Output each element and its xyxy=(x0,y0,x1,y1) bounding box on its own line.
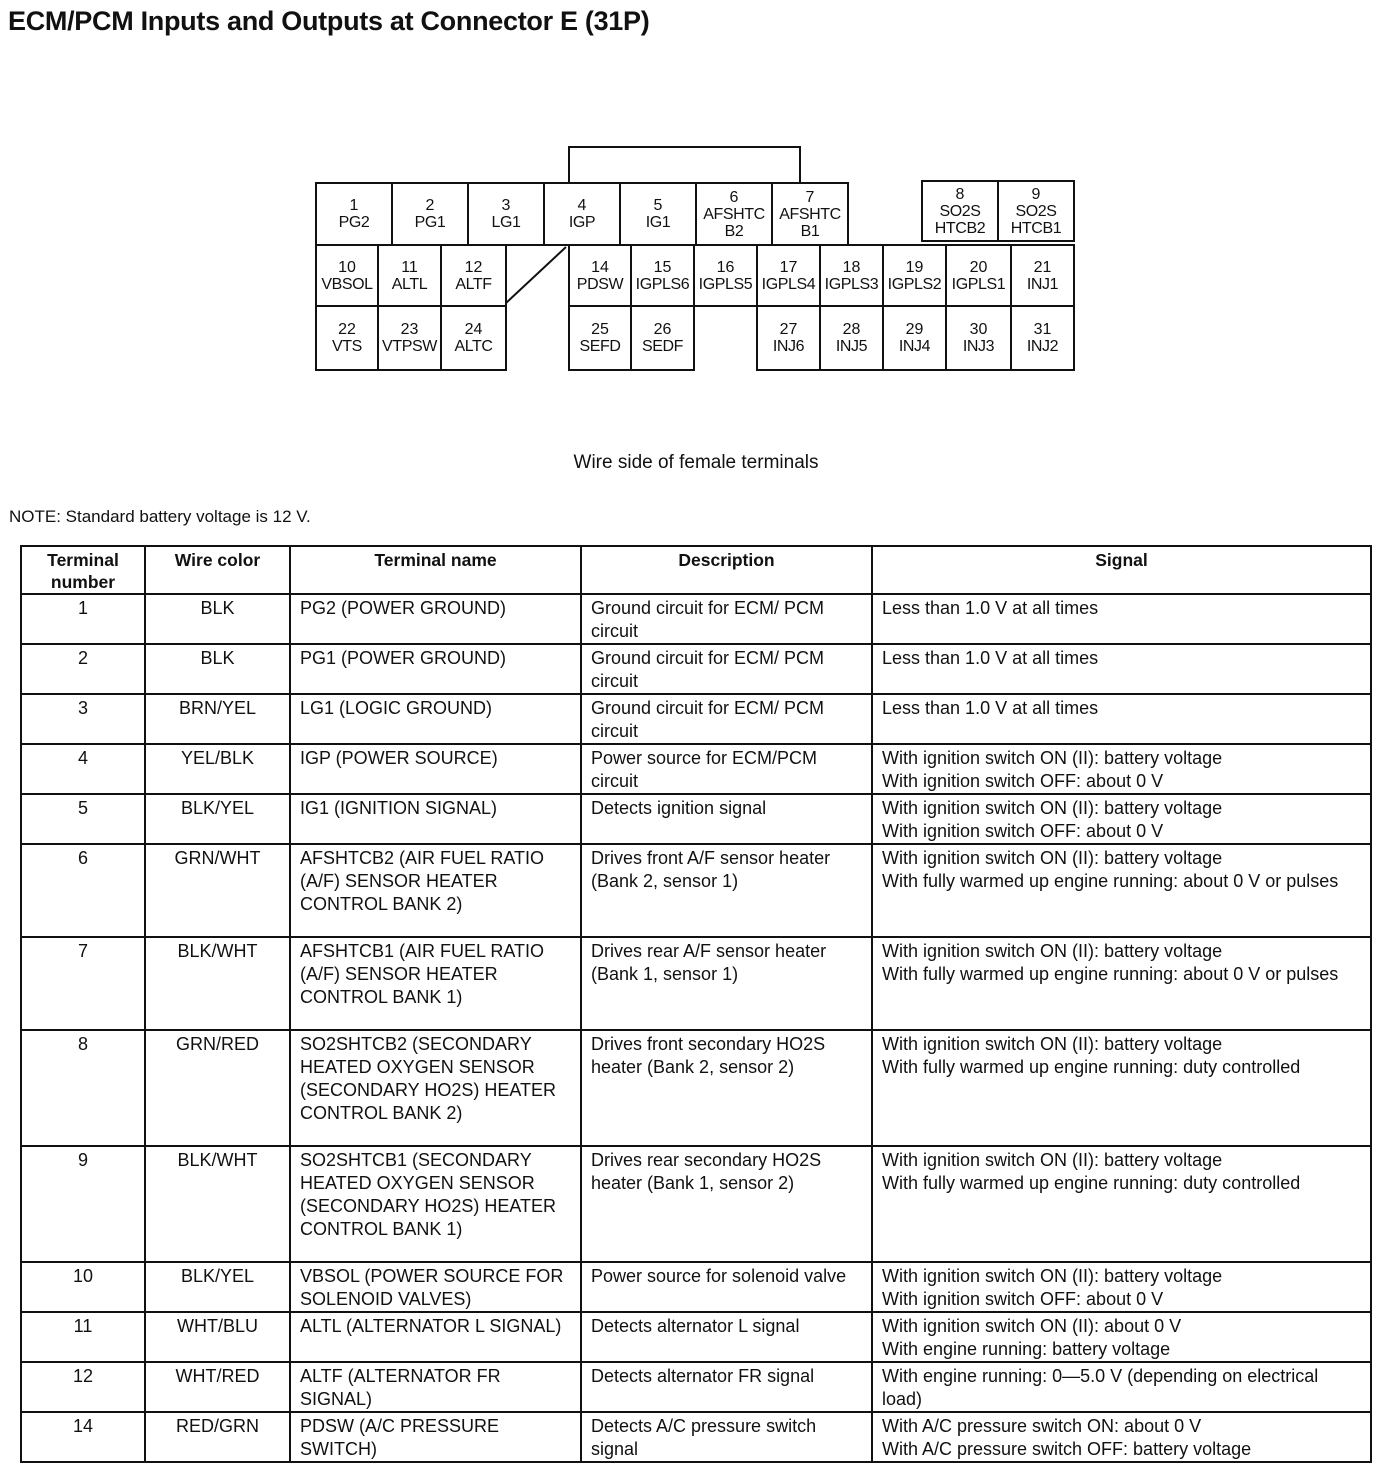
terminal-4: 4 IGP xyxy=(543,182,621,246)
cell-terminal: 2 xyxy=(21,644,145,694)
cell-wire-color: BLK/WHT xyxy=(145,1146,290,1262)
cell-terminal: 11 xyxy=(21,1312,145,1362)
cell-terminal-name: ALTF (ALTERNATOR FR SIGNAL) xyxy=(290,1362,581,1412)
terminal-12: 12 ALTF xyxy=(440,244,507,307)
cell-signal: With ignition switch ON (II): battery voltage With ignition switch OFF: about 0 V xyxy=(872,1262,1371,1312)
cell-terminal: 7 xyxy=(21,937,145,1030)
cell-description: Detects alternator L signal xyxy=(581,1312,872,1362)
header-terminal-number: Terminal number xyxy=(21,546,145,594)
cell-wire-color: GRN/RED xyxy=(145,1030,290,1146)
terminal-29: 29 INJ4 xyxy=(882,305,947,371)
cell-description: Drives front A/F sensor heater (Bank 2, sensor 1) xyxy=(581,844,872,937)
empty-cavity-slash xyxy=(506,247,566,303)
table-row xyxy=(21,744,1371,794)
table-row xyxy=(21,1312,1371,1362)
header-description: Description xyxy=(581,546,872,594)
cell-terminal: 10 xyxy=(21,1262,145,1312)
cell-signal: With A/C pressure switch ON: about 0 V With A/C pressure switch OFF: battery voltage xyxy=(872,1412,1371,1462)
cell-terminal: 1 xyxy=(21,594,145,644)
terminal-28: 28 INJ5 xyxy=(819,305,884,371)
cell-signal: With ignition switch ON (II): battery voltage With fully warmed up engine running: about 0 V or pulses xyxy=(872,844,1371,937)
cell-terminal: 4 xyxy=(21,744,145,794)
cell-wire-color: WHT/BLU xyxy=(145,1312,290,1362)
cell-signal: With engine running: 0—5.0 V (depending on electrical load) xyxy=(872,1362,1371,1412)
cell-terminal: 9 xyxy=(21,1146,145,1262)
table-row xyxy=(21,1412,1371,1462)
cell-terminal: 8 xyxy=(21,1030,145,1146)
cell-terminal-name: IG1 (IGNITION SIGNAL) xyxy=(290,794,581,844)
cell-terminal: 6 xyxy=(21,844,145,937)
terminal-8: 8 SO2S HTCB2 xyxy=(921,180,999,242)
terminal-30: 30 INJ3 xyxy=(945,305,1012,371)
cell-terminal-name: LG1 (LOGIC GROUND) xyxy=(290,694,581,744)
terminal-3: 3 LG1 xyxy=(467,182,545,246)
cell-signal: With ignition switch ON (II): about 0 V With engine running: battery voltage xyxy=(872,1312,1371,1362)
terminal-16: 16 IGPLS5 xyxy=(693,244,758,307)
cell-terminal: 5 xyxy=(21,794,145,844)
terminal-6: 6 AFSHTC B2 xyxy=(695,182,773,246)
terminal-10: 10 VBSOL xyxy=(315,244,379,307)
terminal-2: 2 PG1 xyxy=(391,182,469,246)
cell-signal: With ignition switch ON (II): battery voltage With fully warmed up engine running: duty controlled xyxy=(872,1146,1371,1262)
terminal-14: 14 PDSW xyxy=(568,244,632,307)
terminal-22: 22 VTS xyxy=(315,305,379,371)
cell-terminal-name: AFSHTCB1 (AIR FUEL RATIO (A/F) SENSOR HEATER CONTROL BANK 1) xyxy=(290,937,581,1030)
cell-description: Detects ignition signal xyxy=(581,794,872,844)
terminal-25: 25 SEFD xyxy=(568,305,632,371)
cell-description: Detects alternator FR signal xyxy=(581,1362,872,1412)
cell-wire-color: BLK/WHT xyxy=(145,937,290,1030)
cell-signal: Less than 1.0 V at all times xyxy=(872,644,1371,694)
terminal-17: 17 IGPLS4 xyxy=(756,244,821,307)
cell-description: Drives rear secondary HO2S heater (Bank 1, sensor 2) xyxy=(581,1146,872,1262)
terminal-11: 11 ALTL xyxy=(377,244,442,307)
cell-terminal-name: PG2 (POWER GROUND) xyxy=(290,594,581,644)
table-row xyxy=(21,594,1371,644)
terminal-26: 26 SEDF xyxy=(630,305,695,371)
cell-description: Power source for solenoid valve xyxy=(581,1262,872,1312)
cell-terminal-name: VBSOL (POWER SOURCE FOR SOLENOID VALVES) xyxy=(290,1262,581,1312)
connector-caption: Wire side of female terminals xyxy=(573,452,819,473)
cell-terminal: 12 xyxy=(21,1362,145,1412)
cell-terminal: 14 xyxy=(21,1412,145,1462)
cell-signal: Less than 1.0 V at all times xyxy=(872,594,1371,644)
table-row xyxy=(21,844,1371,937)
terminal-23: 23 VTPSW xyxy=(377,305,442,371)
connector-diagram xyxy=(313,146,1079,372)
cell-wire-color: GRN/WHT xyxy=(145,844,290,937)
cell-description: Ground circuit for ECM/ PCM circuit xyxy=(581,694,872,744)
cell-description: Detects A/C pressure switch signal xyxy=(581,1412,872,1462)
cell-description: Drives front secondary HO2S heater (Bank 2, sensor 2) xyxy=(581,1030,872,1146)
cell-description: Ground circuit for ECM/ PCM circuit xyxy=(581,594,872,644)
table-header-row xyxy=(21,546,1371,594)
cell-wire-color: WHT/RED xyxy=(145,1362,290,1412)
cell-signal: With ignition switch ON (II): battery voltage With ignition switch OFF: about 0 V xyxy=(872,794,1371,844)
table-row xyxy=(21,1362,1371,1412)
cell-terminal: 3 xyxy=(21,694,145,744)
terminal-7: 7 AFSHTC B1 xyxy=(771,182,849,246)
cell-terminal-name: IGP (POWER SOURCE) xyxy=(290,744,581,794)
cell-description: Drives rear A/F sensor heater (Bank 1, sensor 1) xyxy=(581,937,872,1030)
terminal-20: 20 IGPLS1 xyxy=(945,244,1012,307)
cell-wire-color: YEL/BLK xyxy=(145,744,290,794)
table-row xyxy=(21,644,1371,694)
table-row xyxy=(21,937,1371,1030)
cell-description: Power source for ECM/PCM circuit xyxy=(581,744,872,794)
cell-wire-color: BLK xyxy=(145,594,290,644)
terminal-18: 18 IGPLS3 xyxy=(819,244,884,307)
page-title: ECM/PCM Inputs and Outputs at Connector E (31P) xyxy=(8,6,650,36)
cell-terminal-name: ALTL (ALTERNATOR L SIGNAL) xyxy=(290,1312,581,1362)
cell-wire-color: RED/GRN xyxy=(145,1412,290,1462)
terminal-24: 24 ALTC xyxy=(440,305,507,371)
terminal-1: 1 PG2 xyxy=(315,182,393,246)
cell-terminal-name: AFSHTCB2 (AIR FUEL RATIO (A/F) SENSOR HEATER CONTROL BANK 2) xyxy=(290,844,581,937)
terminal-31: 31 INJ2 xyxy=(1010,305,1075,371)
table-row xyxy=(21,794,1371,844)
table-row xyxy=(21,1262,1371,1312)
terminal-19: 19 IGPLS2 xyxy=(882,244,947,307)
header-signal: Signal xyxy=(872,546,1371,594)
cell-signal: With ignition switch ON (II): battery voltage With fully warmed up engine running: about 0 V or pulses xyxy=(872,937,1371,1030)
header-terminal-name: Terminal name xyxy=(290,546,581,594)
terminal-21: 21 INJ1 xyxy=(1010,244,1075,307)
cell-terminal-name: PDSW (A/C PRESSURE SWITCH) xyxy=(290,1412,581,1462)
table-row xyxy=(21,1146,1371,1262)
terminal-9: 9 SO2S HTCB1 xyxy=(997,180,1075,242)
terminal-table xyxy=(20,545,1372,1463)
cell-terminal-name: SO2SHTCB1 (SECONDARY HEATED OXYGEN SENSOR (SECONDARY HO2S) HEATER CONTROL BANK 1) xyxy=(290,1146,581,1262)
cell-signal: With ignition switch ON (II): battery voltage With fully warmed up engine running: duty controlled xyxy=(872,1030,1371,1146)
cell-description: Ground circuit for ECM/ PCM circuit xyxy=(581,644,872,694)
table-row xyxy=(21,1030,1371,1146)
table-row xyxy=(21,694,1371,744)
cell-wire-color: BRN/YEL xyxy=(145,694,290,744)
header-wire-color: Wire color xyxy=(145,546,290,594)
cell-terminal-name: PG1 (POWER GROUND) xyxy=(290,644,581,694)
cell-terminal-name: SO2SHTCB2 (SECONDARY HEATED OXYGEN SENSOR (SECONDARY HO2S) HEATER CONTROL BANK 2) xyxy=(290,1030,581,1146)
cell-wire-color: BLK/YEL xyxy=(145,794,290,844)
note: NOTE: Standard battery voltage is 12 V. xyxy=(9,507,311,526)
terminal-15: 15 IGPLS6 xyxy=(630,244,695,307)
cell-signal: Less than 1.0 V at all times xyxy=(872,694,1371,744)
cell-wire-color: BLK/YEL xyxy=(145,1262,290,1312)
terminal-5: 5 IG1 xyxy=(619,182,697,246)
cell-wire-color: BLK xyxy=(145,644,290,694)
terminal-27: 27 INJ6 xyxy=(756,305,821,371)
cell-signal: With ignition switch ON (II): battery voltage With ignition switch OFF: about 0 V xyxy=(872,744,1371,794)
